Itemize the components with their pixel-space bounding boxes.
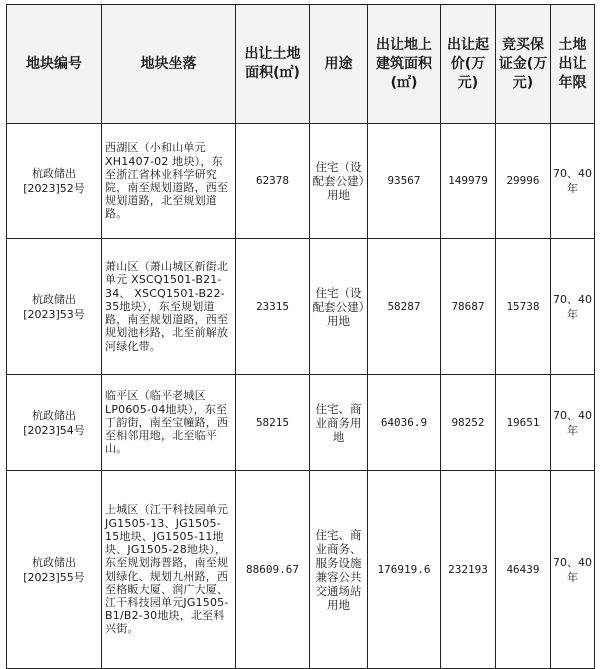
deposit-cell: 15738	[496, 239, 551, 375]
term-cell: 70、40年	[551, 124, 595, 239]
location-cell: 萧山区（萧山城区新街北单元 XSCQ1501-B21-34、 XSCQ1501-B22-35地块），东至规划道路，南至规划道路，西至规划池杉路，北至前解放河绿化带。	[102, 239, 236, 375]
location-cell: 西湖区（小和山单元 XH1407-02 地块），东至浙江省林业科学研究院，南至规划道路，西至规划道路，北至规划道路。	[102, 124, 236, 239]
header-parcel-no: 地块编号	[7, 5, 102, 124]
start-price-cell: 98252	[441, 375, 496, 471]
deposit-cell: 29996	[496, 124, 551, 239]
term-cell: 70、40年	[551, 239, 595, 375]
table-row	[7, 375, 595, 471]
use-cell: 住宅（设配套公建）用地	[310, 124, 368, 239]
location-cell: 临平区（临平老城区LP0605-04地块），东至丁韵街，南至宝幢路，西至相邻用地，北至临平山。	[102, 375, 236, 471]
floor-area-cell: 93567	[368, 124, 441, 239]
header-row	[7, 5, 595, 124]
area-cell: 62378	[236, 124, 310, 239]
start-price-cell: 149979	[441, 124, 496, 239]
land-auction-table-container	[6, 4, 594, 669]
term-cell: 70、40年	[551, 375, 595, 471]
header-term: 土地出让年限	[551, 5, 595, 124]
use-cell: 住宅（设配套公建）用地	[310, 239, 368, 375]
table-row	[7, 239, 595, 375]
location-cell: 上城区（江干科技园单元JG1505-13、JG1505-15地块、JG1505-11地块、JG1505-28地块），东至规划海普路，南至规划绿化、规划九州路，西至格畈大厦、润广大厦、江干科技园单元JG1505-B1/B2-30地块，北至科兴街。	[102, 471, 236, 669]
header-floor-area: 出让地上建筑面积(㎡)	[368, 5, 441, 124]
area-cell: 23315	[236, 239, 310, 375]
parcel-no-cell: 杭政储出[2023]53号	[7, 239, 102, 375]
table-row	[7, 471, 595, 669]
floor-area-cell: 64036.9	[368, 375, 441, 471]
land-auction-table	[6, 4, 595, 669]
area-cell: 58215	[236, 375, 310, 471]
deposit-cell: 46439	[496, 471, 551, 669]
table-row	[7, 124, 595, 239]
header-use: 用途	[310, 5, 368, 124]
floor-area-cell: 58287	[368, 239, 441, 375]
start-price-cell: 78687	[441, 239, 496, 375]
use-cell: 住宅、商业商务、服务设施兼容公共交通场站用地	[310, 471, 368, 669]
deposit-cell: 19651	[496, 375, 551, 471]
term-cell: 70、40年	[551, 471, 595, 669]
parcel-no-cell: 杭政储出[2023]52号	[7, 124, 102, 239]
parcel-no-cell: 杭政储出[2023]55号	[7, 471, 102, 669]
start-price-cell: 232193	[441, 471, 496, 669]
header-area: 出让土地面积(㎡)	[236, 5, 310, 124]
header-location: 地块坐落	[102, 5, 236, 124]
parcel-no-cell: 杭政储出[2023]54号	[7, 375, 102, 471]
area-cell: 88609.67	[236, 471, 310, 669]
header-deposit: 竞买保证金(万元)	[496, 5, 551, 124]
floor-area-cell: 176919.6	[368, 471, 441, 669]
header-start-price: 出让起价(万元)	[441, 5, 496, 124]
use-cell: 住宅、商业商务用地	[310, 375, 368, 471]
